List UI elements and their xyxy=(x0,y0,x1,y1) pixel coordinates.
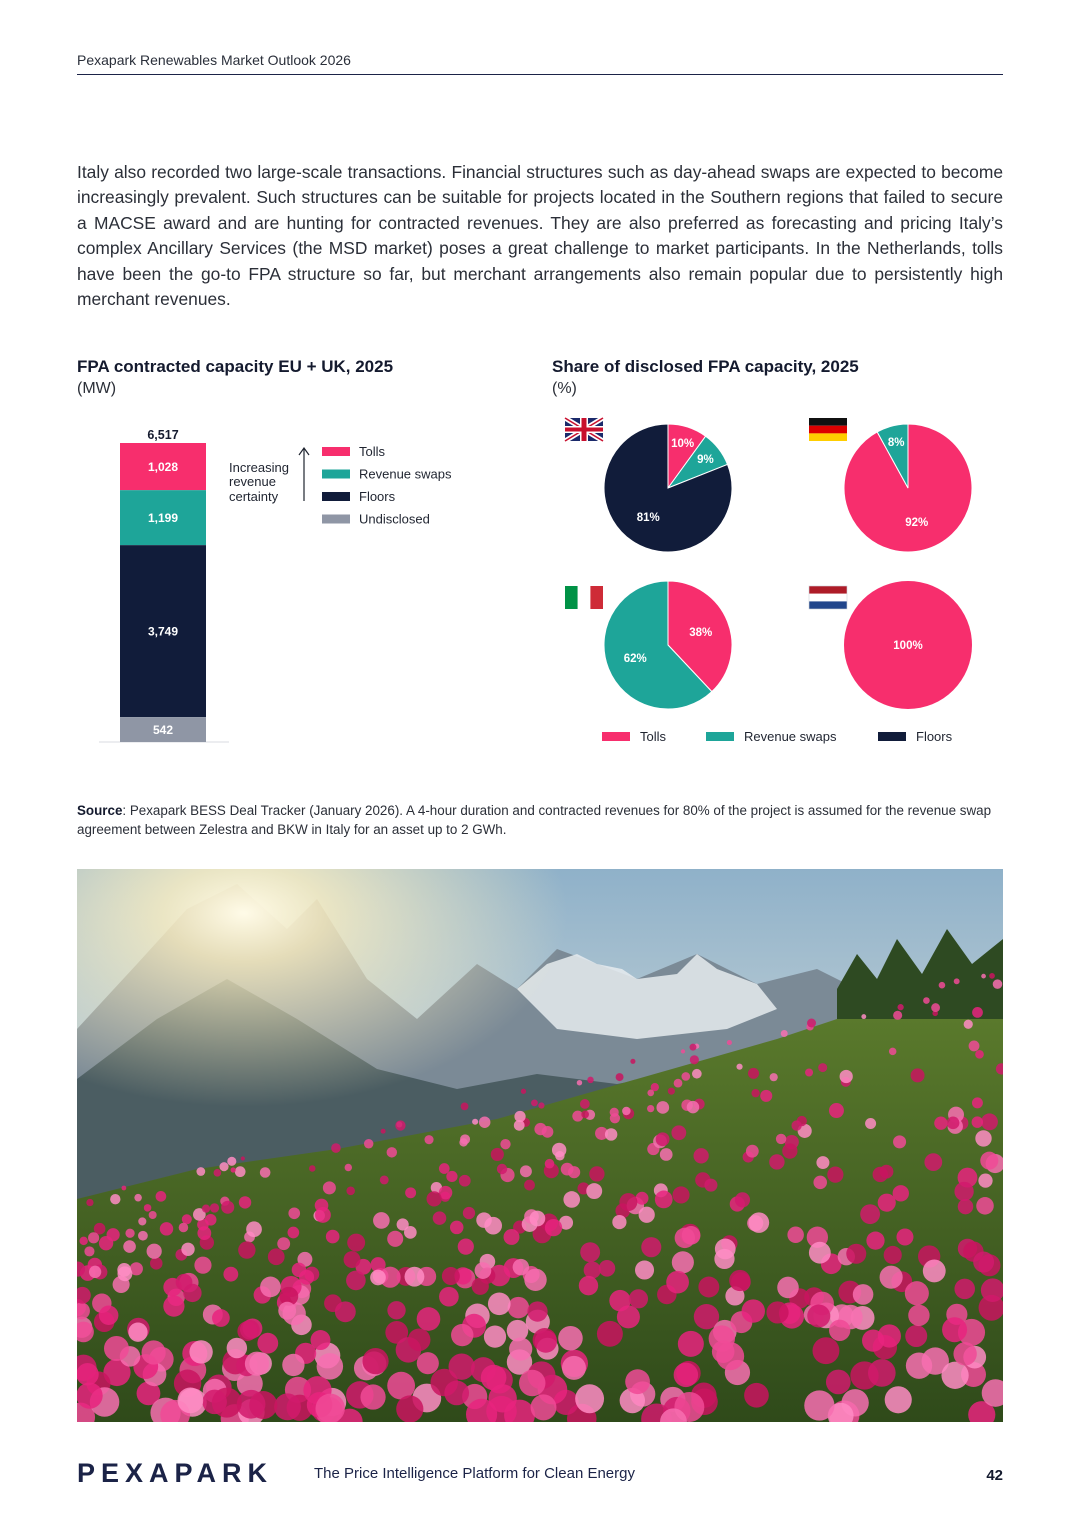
bar-label-tolls: 1,028 xyxy=(147,460,179,475)
annotation-line-3: certainty xyxy=(229,489,279,504)
bar-label-undisclosed: 542 xyxy=(152,723,174,738)
bar-chart-unit: (MW) xyxy=(77,380,117,397)
pexapark-logo xyxy=(77,1457,302,1489)
bar-chart-title: FPA contracted capacity EU + UK, 2025 xyxy=(77,357,394,376)
netherlands-flag-icon xyxy=(809,586,847,609)
slice-label-tolls: 92% xyxy=(905,517,929,530)
slice-label-revenue-swaps: 9% xyxy=(697,453,714,466)
pie-germany xyxy=(844,424,972,552)
legend-swatch-revenue-swaps xyxy=(322,470,350,479)
legend-label-undisclosed: Undisclosed xyxy=(359,511,430,527)
pie-netherlands xyxy=(844,581,972,709)
pie-chart-unit: (%) xyxy=(552,380,577,397)
source-note xyxy=(77,802,1003,839)
bar-chart xyxy=(77,415,517,755)
slice-label-revenue-swaps: 8% xyxy=(887,437,905,450)
slice-label-revenue-swaps: 62% xyxy=(623,652,647,665)
pie-legend-label-tolls: Tolls xyxy=(640,729,667,744)
mountain-meadow-illustration xyxy=(77,869,1003,1422)
legend-label-floors: Floors xyxy=(359,489,396,504)
source-label: Source xyxy=(77,803,123,818)
pie-legend-label-revenue-swaps: Revenue swaps xyxy=(744,729,837,744)
running-header: Pexapark Renewables Market Outlook 2026 xyxy=(77,52,351,68)
legend-label-revenue-swaps: Revenue swaps xyxy=(359,466,452,482)
uk-flag-icon xyxy=(565,418,603,441)
source-text: : Pexapark BESS Deal Tracker (January 2026). A 4-hour duration and contracted revenues for 80% of the project is assumed for the revenue swap agreement between Zelestra and BKW in Italy for an asset up to 2 GWh. xyxy=(77,803,992,837)
annotation-line-2: revenue xyxy=(229,474,276,489)
footer-tagline: The Price Intelligence Platform for Clean Energy xyxy=(314,1465,635,1482)
up-arrow-icon xyxy=(299,448,309,501)
bar-total-label: 6,517 xyxy=(147,428,179,442)
legend-label-tolls: Tolls xyxy=(359,444,386,459)
slice-label-floors: 81% xyxy=(636,512,660,525)
annotation-line-1: Increasing xyxy=(229,460,289,475)
pie-legend-swatch-floors xyxy=(878,732,906,741)
pie-legend-label-floors: Floors xyxy=(916,729,953,744)
header-divider xyxy=(77,74,1003,75)
legend-swatch-tolls xyxy=(322,447,350,456)
pie-legend-swatch-revenue-swaps xyxy=(706,732,734,741)
bar-label-floors: 3,749 xyxy=(147,624,179,639)
pie-chart-title: Share of disclosed FPA capacity, 2025 xyxy=(552,357,859,376)
pie-legend-swatch-tolls xyxy=(602,732,630,741)
pie-italy xyxy=(604,581,732,709)
logo-text: PEXAPARK xyxy=(77,1458,274,1488)
page-number: 42 xyxy=(986,1467,1003,1484)
germany-flag-icon xyxy=(809,418,847,441)
slice-label-tolls: 10% xyxy=(671,437,695,450)
slice-label-tolls: 100% xyxy=(893,640,923,652)
mountain-meadow-photo xyxy=(77,869,1003,1422)
body-paragraph: Italy also recorded two large-scale transactions. Financial structures such as day-ahead swaps are expected to become increasingly prevalent. Such structures can be suitable for projects located in the Southern regions that failed to secure a MACSE award and are hunting for contracted revenues. They are also preferred as forecasting and pricing Italy’s complex Ancillary Services (the MSD market) poses a great challenge to market participants. In the Netherlands, tolls have been the go-to FPA structure so far, but merchant arrangements also remain popular due to persistently high merchant revenues. xyxy=(77,162,1003,310)
pie-united-kingdom xyxy=(604,424,732,552)
bar-label-revenue-swaps: 1,199 xyxy=(147,511,179,526)
legend-swatch-undisclosed xyxy=(322,515,350,524)
italy-flag-icon xyxy=(565,586,603,609)
slice-label-tolls: 38% xyxy=(689,627,713,640)
pie-chart-grid xyxy=(552,410,1002,755)
legend-swatch-floors xyxy=(322,492,350,501)
